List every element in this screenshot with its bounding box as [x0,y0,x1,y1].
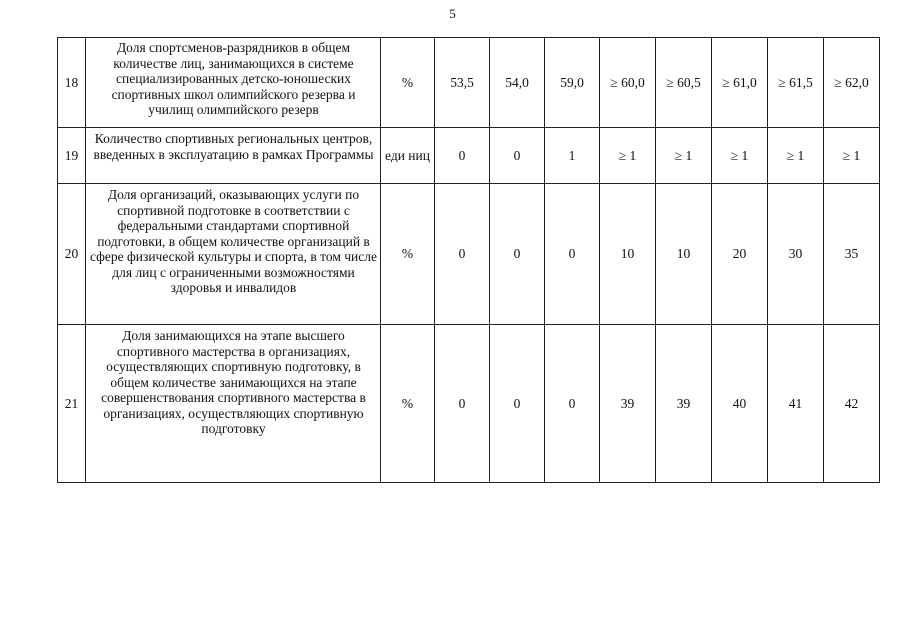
value-cell: ≥ 62,0 [824,38,880,128]
table-row [58,325,880,483]
value-cell: ≥ 1 [656,128,712,184]
value-cell: 54,0 [490,38,545,128]
value-cell: 0 [490,325,545,483]
unit-cell: % [381,38,435,128]
table-row [58,184,880,325]
row-number: 21 [58,325,86,483]
row-number: 18 [58,38,86,128]
value-cell: 0 [545,325,600,483]
row-number: 19 [58,128,86,184]
unit-cell: еди ниц [381,128,435,184]
value-cell: 42 [824,325,880,483]
value-cell: 10 [656,184,712,325]
value-cell: ≥ 60,0 [600,38,656,128]
value-cell: 40 [712,325,768,483]
value-cell: 30 [768,184,824,325]
value-cell: 35 [824,184,880,325]
value-cell: ≥ 61,5 [768,38,824,128]
value-cell: 39 [656,325,712,483]
unit-cell: % [381,325,435,483]
value-cell: ≥ 60,5 [656,38,712,128]
value-cell: 0 [435,184,490,325]
table-row [58,38,880,128]
value-cell: 0 [545,184,600,325]
value-cell: 39 [600,325,656,483]
value-cell: 41 [768,325,824,483]
value-cell: ≥ 1 [768,128,824,184]
indicator-name: Доля спортсменов-разрядников в общем количестве лиц, занимающихся в системе специализированных детско-юношеских спортивных школ олимпийского резерва и училищ олимпийского резерв [86,38,381,128]
indicator-name: Доля организаций, оказывающих услуги по спортивной подготовке в соответствии с федеральными стандартами спортивной подготовки, в общем количестве организаций в сфере физической культуры и спорта, в том числе для лиц с ограниченными возможностями здоровья и инвалидов [86,184,381,325]
value-cell: 20 [712,184,768,325]
indicator-name: Количество спортивных региональных центров, введенных в эксплуатацию в рамках Программы [86,128,381,184]
value-cell: 53,5 [435,38,490,128]
row-number: 20 [58,184,86,325]
value-cell: ≥ 1 [600,128,656,184]
indicators-table [57,37,880,483]
value-cell: 0 [435,325,490,483]
value-cell: ≥ 61,0 [712,38,768,128]
indicator-name: Доля занимающихся на этапе высшего спортивного мастерства в организациях, осуществляющих спортивную подготовку, в общем количестве занимающихся на этапе совершенствования спортивного мастерства в организациях, осуществляющих спортивную подготовку [86,325,381,483]
value-cell: 10 [600,184,656,325]
value-cell: 1 [545,128,600,184]
value-cell: 0 [435,128,490,184]
value-cell: ≥ 1 [824,128,880,184]
unit-cell: % [381,184,435,325]
page-number: 5 [449,6,456,21]
value-cell: 0 [490,128,545,184]
table-row [58,128,880,184]
value-cell: ≥ 1 [712,128,768,184]
value-cell: 0 [490,184,545,325]
value-cell: 59,0 [545,38,600,128]
